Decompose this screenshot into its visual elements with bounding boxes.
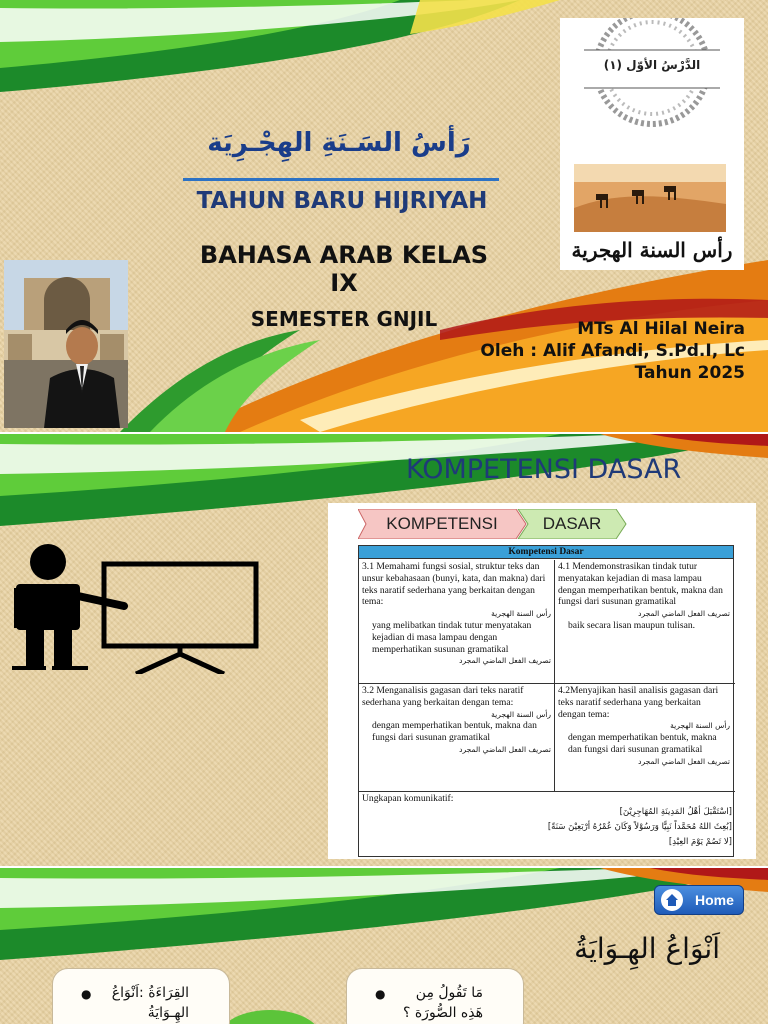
bullet-icon: ● (81, 987, 92, 1001)
bubble-question-line-2: هَذِه الصُّورَة ؟ (402, 1005, 483, 1021)
kompetensi-table-panel (328, 503, 756, 859)
bubble-reading-text (112, 983, 189, 1023)
kd-4-2-cell (555, 684, 733, 791)
year-label: Tahun 2025 (634, 363, 745, 383)
arabic-title: رَأسُ السَـنَةِ الهِجْـرِيَة (207, 128, 471, 158)
chevron-dasar-label: DASAR (542, 514, 602, 533)
chevron-kompetensi (358, 509, 526, 539)
subject-line-2: IX (330, 269, 358, 297)
kd-3-2-text: 3.2 Menganalisis gagasan dari teks naratif sederhana yang berkaitan dengan tema: (362, 685, 524, 708)
expression-1: [اسْتَقْبَلَ أهْلُ المَدِينَةِ المُهَاجِرِيْنَ] (619, 806, 732, 817)
school-name: MTs Al Hilal Neira (577, 319, 745, 339)
kd-3-2-arabic-2: تصريف الفعل الماضي المجرد (459, 744, 551, 754)
kd-3-1-text: 3.1 Memahami fungsi sosial, struktur teks dan unsur kebahasaan (bunyi, kata, dan makna) dari teks naratif sederhana yang berkaitan dengan tema: (362, 561, 546, 608)
chevron-kompetensi-label: KOMPETENSI (386, 514, 498, 533)
kd-4-2-text: 4.2Menyajikan hasil analisis gagasan dari teks naratif sederhana yang berkaitan dengan tema: (558, 685, 719, 720)
home-button-label: Home (695, 892, 734, 908)
ungkapan-label: Ungkapan komunikatif: (362, 793, 454, 804)
kd-3-1-cell (359, 560, 555, 683)
textbook-cover (560, 18, 744, 270)
subject-line-1: BAHASA ARAB KELAS (199, 241, 489, 269)
kd-4-1-text-b: baik secara lisan maupun tulisan. (568, 619, 696, 631)
bullet-icon: ● (375, 987, 386, 1001)
kd-4-1-cell (555, 560, 733, 683)
home-icon (661, 889, 683, 911)
author-photo (4, 260, 128, 428)
semester-label: SEMESTER GNJIL (250, 307, 438, 331)
expression-2: [بُعِثَ اللهُ مُحَمَّداً نَبِيًّا وَرَسُوْلاً وَكَانَ عُمْرُهُ أرْبَعِيْنَ سَنَةً] (547, 821, 732, 832)
lesson-label: الدَّرْسُ الأوّل (١) (603, 58, 701, 72)
kd-3-1-arabic: رأس السنة الهجرية (491, 609, 551, 619)
chevron-dasar (518, 509, 626, 539)
kd-4-2-arabic: رأس السنة الهجرية (670, 721, 730, 731)
slide-kompetensi (0, 434, 768, 866)
home-button[interactable] (654, 885, 744, 915)
bubble-reading-line-2: الهِـوَايَةُ (147, 1005, 189, 1021)
kd-3-2-cell (359, 684, 555, 791)
table-header: Kompetensi Dasar (359, 546, 733, 559)
kd-3-1-text-b: yang melibatkan tindak tutur menyatakan kejadian di masa lampau dengan memperhatikan susunan gramatikal (372, 619, 532, 655)
slide-title: KOMPETENSI DASAR (406, 454, 682, 485)
kd-4-2-arabic-2: تصريف الفعل الماضي المجرد (638, 756, 730, 766)
subject-heading (176, 241, 512, 297)
latin-title: TAHUN BARU HIJRIYAH (196, 188, 488, 214)
kd-4-1-arabic: تصريف الفعل الماضي المجرد (638, 609, 730, 619)
author-name: Oleh : Alif Afandi, S.Pd.I, Lc (480, 341, 745, 361)
kd-3-1-arabic-2: تصريف الفعل الماضي المجرد (459, 656, 551, 666)
ungkapan-cell (359, 792, 735, 851)
kd-4-1-text: 4.1 Mendemonstrasikan tindak tutur menyatakan kejadian di masa lampau dengan memperhatikan bentuk, makna dan fungsi dari susunan gramatikal (558, 561, 723, 608)
kompetensi-table (358, 545, 734, 857)
table-row (359, 684, 735, 792)
bubble-reading (52, 968, 230, 1024)
table-row (359, 792, 735, 856)
bubble-question (346, 968, 524, 1024)
kd-3-2-arabic: رأس السنة الهجرية (491, 709, 551, 719)
table-row (359, 560, 735, 684)
slide-hobi (0, 868, 768, 1024)
slide-title (0, 0, 768, 432)
expression-3: [لا تَصُمْ يَوْمَ العِيْدِ] (668, 836, 732, 847)
presentation-icon (12, 544, 264, 674)
kd-4-2-text-b: dengan memperhatikan bentuk, makna dan fungsi dari susunan gramatikal (568, 732, 717, 755)
ornament-image (560, 18, 744, 270)
kd-3-2-text-b: dengan memperhatikan bentuk, makna dan fungsi dari susunan gramatikal (372, 720, 537, 744)
bubble-question-line-1: مَا تَقُولُ مِن (415, 985, 483, 1001)
bubble-question-text (403, 983, 483, 1023)
bubble-reading-line-1: القِرَاءَةُ :اَنْوَاعُ (111, 985, 189, 1001)
book-caption: رأس السنة الهجرية (571, 238, 733, 262)
author-info (480, 318, 745, 384)
author-photo-illustration (4, 260, 128, 428)
title-underline (183, 178, 499, 181)
slide-title: اَنْوَاعُ الهِـوَايَةُ (574, 932, 720, 965)
